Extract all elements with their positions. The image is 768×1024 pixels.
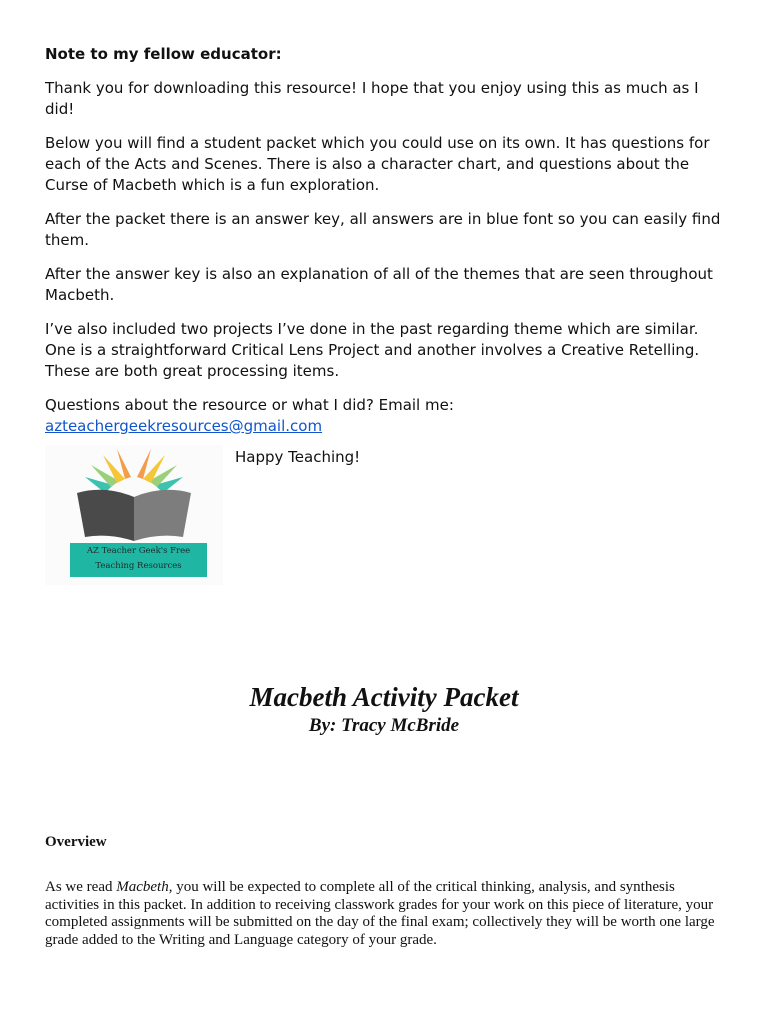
- overview-section: [45, 833, 725, 949]
- open-book-icon: [45, 445, 223, 545]
- note-paragraph-5: I’ve also included two projects I’ve done in the past regarding theme which are similar. One is a straightforward Critical Lens Project and another involves a Creative Retelling. These are both great processing items.: [45, 320, 700, 380]
- logo-caption: AZ Teacher Geek's Free Teaching Resources: [70, 543, 207, 577]
- email-link[interactable]: azteacherg​eekresources@gmail.com: [45, 417, 323, 435]
- sign-off: Happy Teaching!: [235, 448, 361, 466]
- overview-body: As we read Macbeth, you will be expected to complete all of the critical thinking, analysis, and synthesis activities in this packet. In addition to receiving classwork grades for your work on this piece of literature, your completed assignments will be submitted on the day of the final exam; collectively they will be worth one large grade added to the Writing and Language category of your grade.: [45, 879, 715, 948]
- packet-title-block: [0, 680, 768, 738]
- note-paragraph-1: Thank you for downloading this resource! I hope that you enjoy using this as much as I did!: [45, 79, 699, 118]
- logo-row: [45, 445, 725, 595]
- overview-heading: Overview: [45, 834, 107, 850]
- note-paragraph-4: After the answer key is also an explanation of all of the themes that are seen throughout Macbeth.: [45, 265, 713, 304]
- educator-note: [45, 44, 725, 595]
- logo: [45, 445, 223, 585]
- packet-title: Macbeth Activity Packet: [249, 682, 519, 712]
- note-paragraph-3: After the packet there is an answer key, all answers are in blue font so you can easily find them.: [45, 210, 721, 249]
- note-heading: Note to my fellow educator:: [45, 45, 282, 63]
- note-paragraph-2: Below you will find a student packet which you could use on its own. It has questions for each of the Acts and Scenes. There is also a character chart, and questions about the Curse of Macbeth which is a fun exploration.: [45, 134, 710, 194]
- packet-byline: By: Tracy McBride: [308, 715, 460, 736]
- questions-text: Questions about the resource or what I did? Email me:: [45, 396, 454, 414]
- book-title: Macbeth: [116, 879, 169, 895]
